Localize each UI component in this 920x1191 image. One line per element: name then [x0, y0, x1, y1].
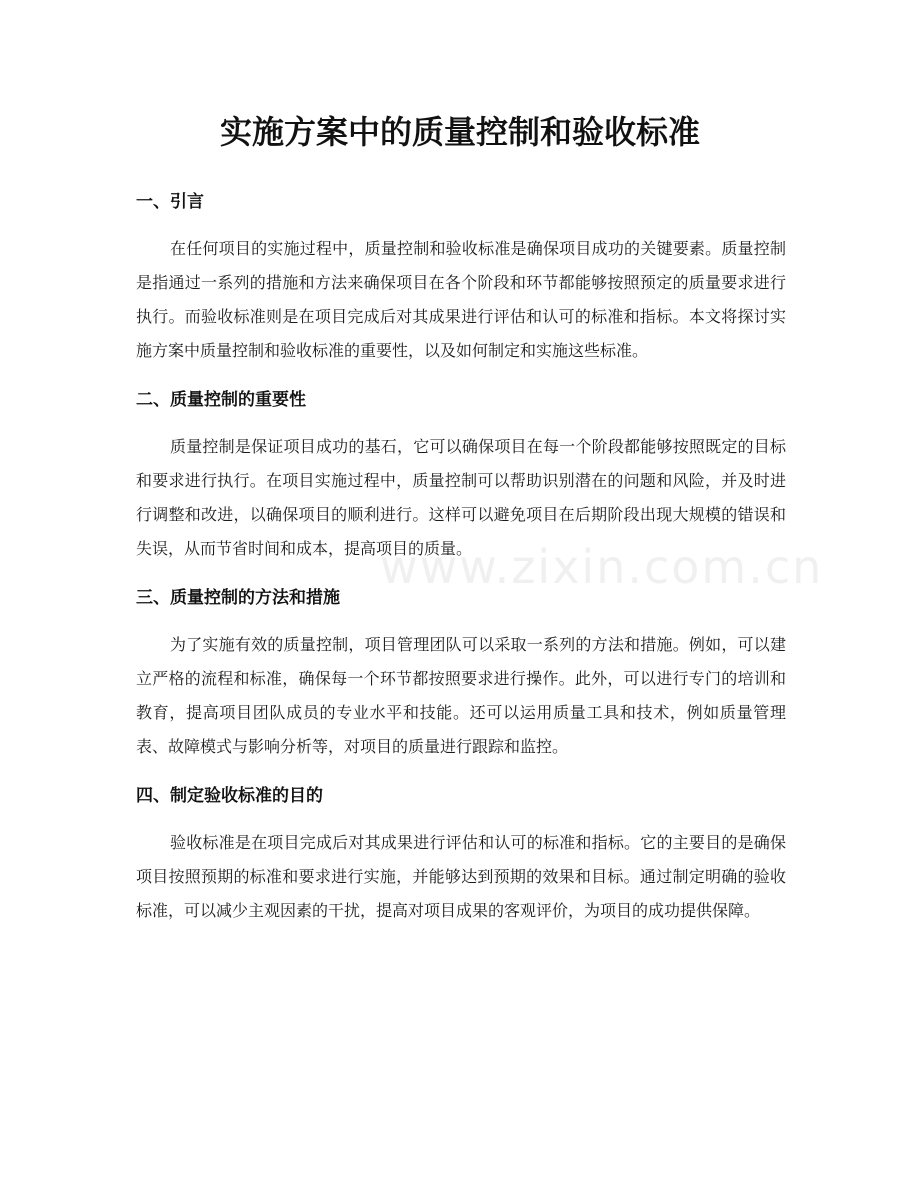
page-title: 实施方案中的质量控制和验收标准: [219, 113, 700, 151]
section-paragraph: 验收标准是在项目完成后对其成果进行评估和认可的标准和指标。它的主要目的是确保项目按照预期的标准和要求进行实施，并能够达到预期的效果和目标。通过制定明确的验收标准，可以减少主观因素的干扰，提高对项目成果的客观评价，为项目的成功提供保障。: [136, 833, 786, 920]
section-introduction: [136, 188, 786, 368]
section-acceptance-purpose: [136, 782, 786, 928]
section-heading: 三、质量控制的方法和措施: [136, 588, 340, 608]
section-heading: 一、引言: [136, 192, 204, 212]
section-paragraph: 为了实施有效的质量控制，项目管理团队可以采取一系列的方法和措施。例如，可以建立严格的流程和标准，确保每一个环节都按照要求进行操作。此外，可以进行专门的培训和教育，提高项目团队成员的专业水平和技能。还可以运用质量工具和技术，例如质量管理表、故障模式与影响分析等，对项目的质量进行跟踪和监控。: [136, 635, 786, 756]
section-heading: 二、质量控制的重要性: [136, 390, 306, 410]
document-body: [136, 188, 786, 946]
section-paragraph: 质量控制是保证项目成功的基石，它可以确保项目在每一个阶段都能够按照既定的目标和要求进行执行。在项目实施过程中，质量控制可以帮助识别潜在的问题和风险，并及时进行调整和改进，以确保项目的顺利进行。这样可以避免项目在后期阶段出现大规模的错误和失误，从而节省时间和成本，提高项目的质量。: [136, 437, 786, 558]
section-importance: [136, 386, 786, 566]
watermark-text: www.zixin.com.cn: [380, 540, 824, 594]
section-methods: [136, 584, 786, 764]
section-heading: 四、制定验收标准的目的: [136, 786, 323, 806]
section-paragraph: 在任何项目的实施过程中，质量控制和验收标准是确保项目成功的关键要素。质量控制是指通过一系列的措施和方法来确保项目在各个阶段和环节都能够按照预定的质量要求进行执行。而验收标准则是在项目完成后对其成果进行评估和认可的标准和指标。本文将探讨实施方案中质量控制和验收标准的重要性，以及如何制定和实施这些标准。: [136, 239, 786, 360]
